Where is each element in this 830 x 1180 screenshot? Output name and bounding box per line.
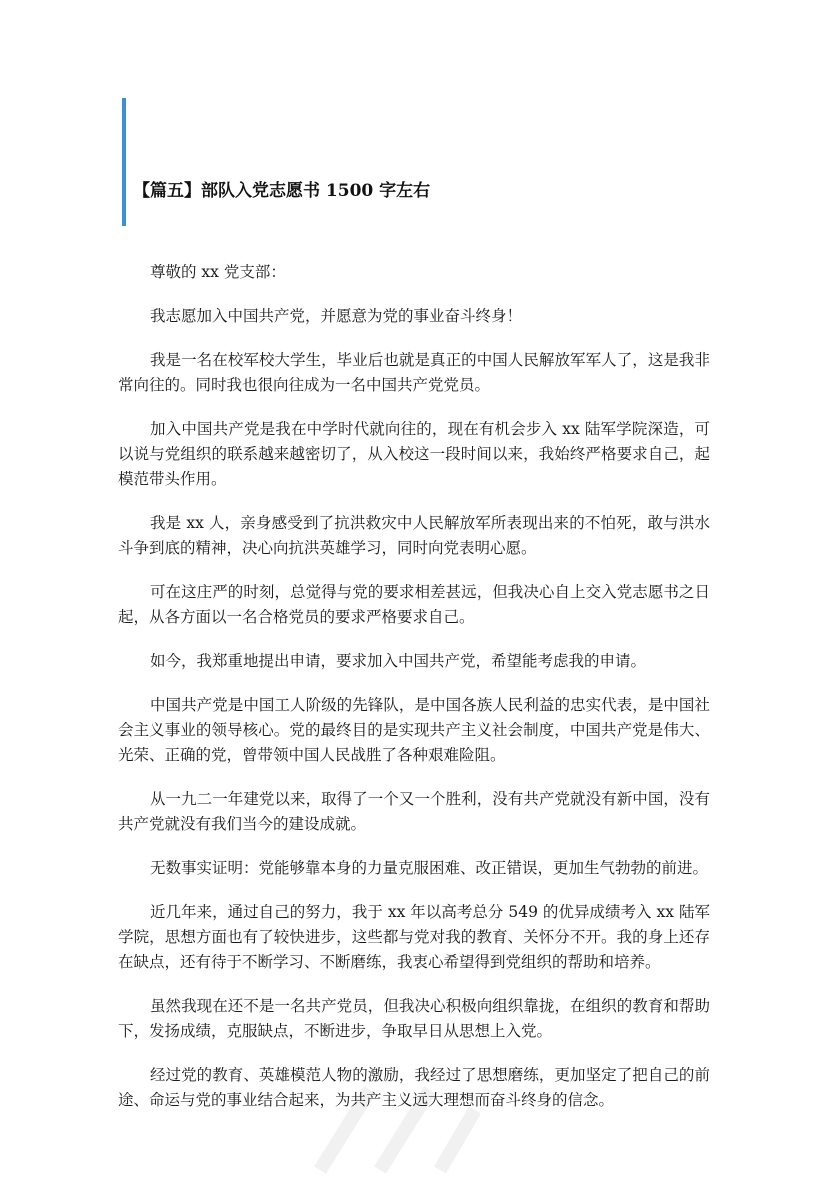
paragraph: 无数事实证明：党能够靠本身的力量克服困难、改正错误，更加生气勃勃的前进。 <box>150 859 709 877</box>
paragraph: 经过党的教育、英雄模范人物的激励，我经过了思想磨练，更加坚定了把自己的前途、命运与党的事业结合起来，为共产主义远大理想而奋斗终身的信念。 <box>118 1066 710 1109</box>
letter-body <box>118 260 710 1132</box>
paragraph: 我是一名在校军校大学生，毕业后也就是真正的中国人民解放军军人了，这是我非常向往的。同时我也很向往成为一名中国共产党党员。 <box>118 351 710 394</box>
paragraph: 中国共产党是中国工人阶级的先锋队，是中国各族人民利益的忠实代表，是中国社会主义事业的领导核心。党的最终目的是实现共产主义社会制度，中国共产党是伟大、光荣、正确的党，曾带领中国人民战胜了各种艰难险阻。 <box>118 696 710 764</box>
paragraph: 如今，我郑重地提出申请，要求加入中国共产党，希望能考虑我的申请。 <box>150 652 647 670</box>
paragraph: 虽然我现在还不是一名共产党员，但我决心积极向组织靠拢，在组织的教育和帮助下，发扬成绩，克服缺点，不断进步，争取早日从思想上入党。 <box>118 997 710 1040</box>
section-heading: 【篇五】部队入党志愿书 1500 字左右 <box>133 181 431 201</box>
paragraph: 近几年来，通过自己的努力，我于 xx 年以高考总分 549 的优异成绩考入 xx 陆军学院，思想方面也有了较快进步，这些都与党对我的教育、关怀分不开。我的身上还存在缺点，还有待于不断学习、不断磨练，我衷心希望得到党组织的帮助和培养。 <box>118 903 710 971</box>
paragraph: 从一九二一年建党以来，取得了一个又一个胜利，没有共产党就没有新中国，没有共产党就没有我们当今的建设成就。 <box>118 790 710 833</box>
heading-accent-bar <box>122 98 126 226</box>
paragraph: 加入中国共产党是我在中学时代就向往的，现在有机会步入 xx 陆军学院深造，可以说与党组织的联系越来越密切了，从入校这一段时间以来，我始终严格要求自己，起模范带头作用。 <box>118 420 710 488</box>
salutation: 尊敬的 xx 党支部： <box>150 263 286 281</box>
paragraph: 可在这庄严的时刻，总觉得与党的要求相差甚远，但我决心自上交入党志愿书之日起，从各方面以一名合格党员的要求严格要求自己。 <box>118 583 710 626</box>
paragraph: 我志愿加入中国共产党，并愿意为党的事业奋斗终身！ <box>150 307 523 325</box>
paragraph: 我是 xx 人，亲身感受到了抗洪救灾中人民解放军所表现出来的不怕死，敢与洪水斗争到底的精神，决心向抗洪英雄学习，同时向党表明心愿。 <box>118 514 710 557</box>
